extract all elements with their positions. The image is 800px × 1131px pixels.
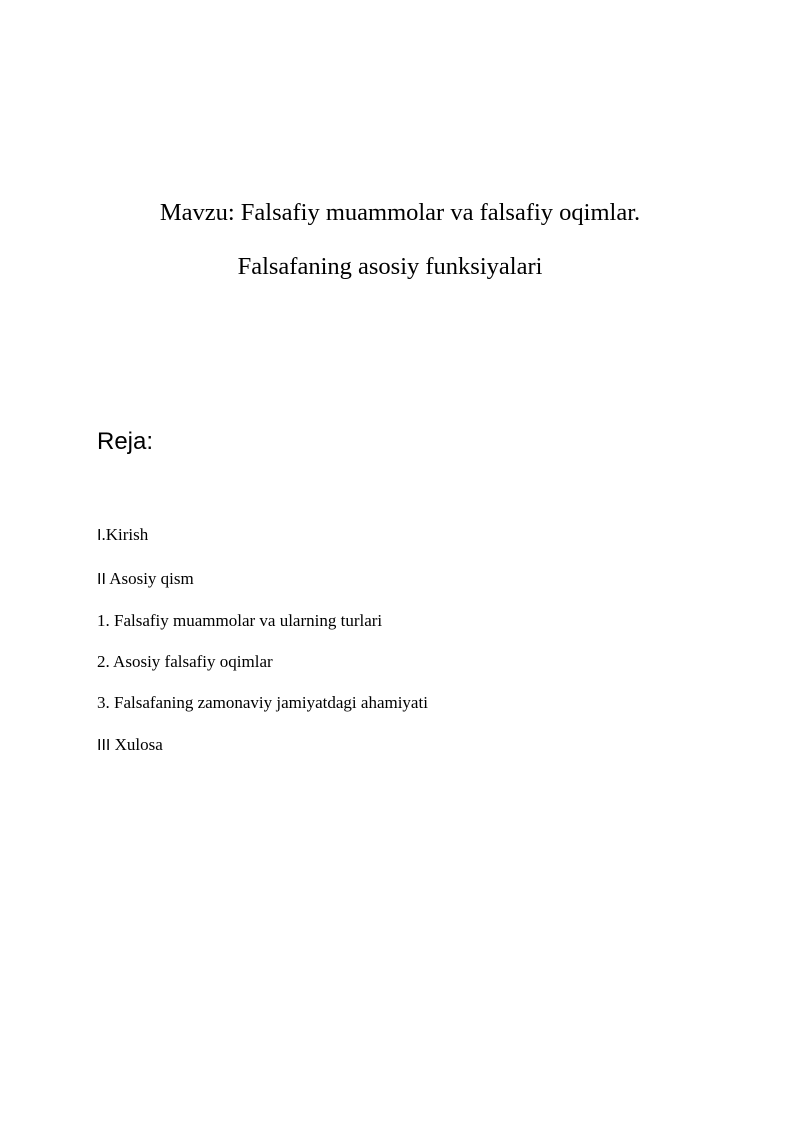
- plan-item-text: 1. Falsafiy muammolar va ularning turlari: [97, 611, 383, 630]
- plan-item-subsection-2: [97, 651, 273, 673]
- plan-item-main-part: [97, 568, 194, 591]
- plan-item-text: 2. Asosiy falsafiy oqimlar: [97, 652, 273, 671]
- plan-item-introduction: [97, 524, 148, 547]
- plan-item-subsection-1: [97, 610, 382, 632]
- plan-item-text: .Kirish: [101, 525, 149, 544]
- plan-item-subsection-3: [97, 692, 428, 714]
- title-line-2: Falsafaning asosiy funksiyalari: [237, 253, 543, 280]
- plan-item-text: Xulosa: [110, 735, 163, 754]
- plan-item-numeral: III: [97, 737, 111, 754]
- plan-item-text: 3. Falsafaning zamonaviy jamiyatdagi ahamiyati: [97, 693, 428, 712]
- title-line-1: Mavzu: Falsafiy muammolar va falsafiy oqimlar.: [159, 199, 641, 226]
- plan-item-conclusion: [97, 734, 163, 757]
- plan-heading: Reja:: [97, 428, 154, 455]
- plan-item-numeral: II: [97, 571, 106, 588]
- plan-item-numeral: I: [97, 527, 102, 544]
- plan-item-text: Asosiy qism: [105, 569, 194, 588]
